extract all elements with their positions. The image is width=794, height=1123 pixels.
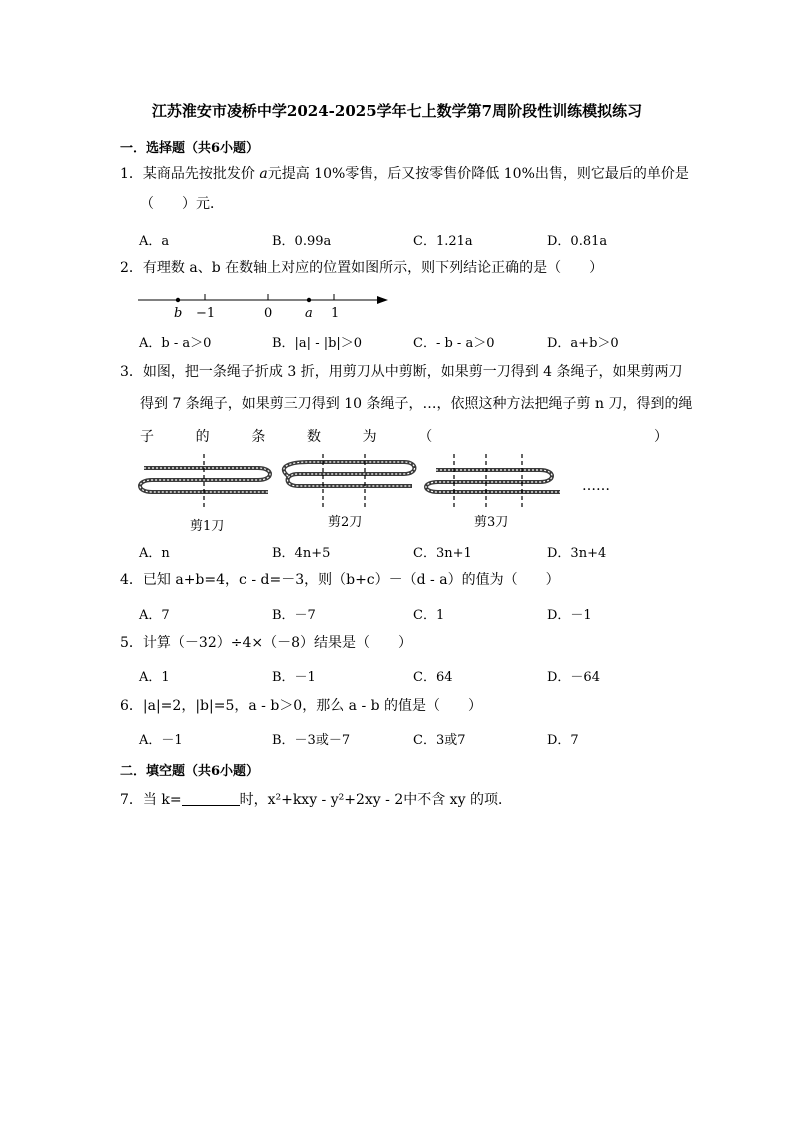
q3-char: （: [418, 429, 433, 445]
q3-char: 的: [195, 429, 210, 445]
q6-option-a: A．－1: [139, 733, 183, 748]
question-1: [120, 164, 689, 184]
question-3-line-1: 3．如图，把一条绳子折成 3 折，用剪刀从中剪断，如果剪一刀得到 4 条绳子，如果剪两刀: [120, 364, 683, 380]
q4-option-a: A．7: [139, 608, 170, 623]
label-1: 1: [331, 306, 340, 321]
label-0: 0: [264, 306, 273, 321]
q4-option-d: D．－1: [547, 608, 592, 623]
q5-option-b: B．－1: [272, 670, 316, 685]
q1-option-d: D．0.81a: [547, 234, 608, 249]
label-minus-1: −1: [196, 306, 216, 321]
q6-option-d: D．7: [547, 733, 579, 748]
label-a: a: [305, 306, 313, 321]
point-b: [176, 298, 180, 302]
q2-option-d: D．a+b＞0: [547, 336, 619, 351]
section-heading-choice: 一．选择题（共6小题）: [120, 141, 260, 156]
question-3-line-2: 得到 7 条绳子，如果剪三刀得到 10 条绳子，…，依照这种方法把绳子剪 n 刀，得到的绳: [140, 396, 693, 412]
question-5: 5．计算（－32）÷4×（－8）结果是（ ）: [120, 635, 412, 651]
q4-option-b: B．－7: [272, 608, 316, 623]
cut-2-label: 剪2刀: [328, 515, 363, 530]
answer-blank[interactable]: [182, 791, 240, 806]
number-line-arrow: [377, 296, 388, 304]
q3-char: 数: [306, 429, 321, 445]
q6-option-b: B．－3或－7: [272, 733, 351, 748]
rope-figure: [136, 452, 626, 536]
q3-option-b: B．4n+5: [272, 546, 331, 561]
q3-option-c: C．3n+1: [413, 546, 472, 561]
q2-option-b: B．|a| - |b|＞0: [272, 336, 363, 351]
cut-1-label: 剪1刀: [190, 519, 225, 534]
question-4: 4．已知 a+b=4，c - d=－3，则（b+c）－（d - a）的值为（ ）: [120, 572, 560, 588]
ellipsis: ……: [582, 478, 610, 494]
q3-char: ）: [653, 429, 668, 445]
q3-option-d: D．3n+4: [547, 546, 607, 561]
q2-option-a: A．b - a＞0: [139, 336, 212, 351]
section-heading-fill: 二．填空题（共6小题）: [120, 764, 260, 779]
question-2: 2．有理数 a、b 在数轴上对应的位置如图所示，则下列结论正确的是（ ）: [120, 260, 604, 276]
question-1-line-2: （ ）元．: [140, 196, 224, 212]
question-6: 6．|a|=2，|b|=5，a - b＞0，那么 a - b 的值是（ ）: [120, 698, 483, 714]
rope-3: [426, 470, 560, 492]
q1-option-a: A．a: [139, 234, 170, 249]
label-b: b: [174, 306, 183, 321]
q5-option-d: D．－64: [547, 670, 600, 685]
q5-option-c: C．64: [413, 670, 453, 685]
q3-char: 为: [362, 429, 377, 445]
q2-option-c: C．- b - a＞0: [413, 336, 495, 351]
q3-char: 子: [140, 429, 154, 445]
cut-3-label: 剪3刀: [474, 515, 509, 530]
question-7-text-pre: 7．当 k=: [120, 792, 182, 808]
page-title: 江苏淮安市凌桥中学2024-2025学年七上数学第7周阶段性训练模拟练习: [151, 102, 643, 120]
q6-option-c: C．3或7: [413, 733, 466, 748]
question-1-number: 1．: [120, 166, 143, 182]
q4-option-c: C．1: [413, 608, 445, 623]
question-1-variable: a: [259, 166, 268, 182]
question-1-text-pre: 某商品先按批发价: [142, 166, 260, 182]
question-1-text-post: 元提高 10%零售，后又按零售价降低 10%出售，则它最后的单价是: [267, 166, 689, 182]
question-3-line-3: [140, 426, 668, 446]
question-7-text-post: 时，x²+kxy - y²+2xy - 2中不含 xy 的项．: [239, 792, 512, 808]
question-7: [120, 790, 512, 810]
q3-char: 条: [251, 429, 266, 445]
q3-option-a: A．n: [139, 546, 170, 561]
q1-option-c: C．1.21a: [413, 234, 473, 249]
q1-option-b: B．0.99a: [272, 234, 332, 249]
point-a: [307, 298, 311, 302]
q5-option-a: A．1: [139, 670, 170, 685]
number-line-figure: [136, 288, 396, 322]
